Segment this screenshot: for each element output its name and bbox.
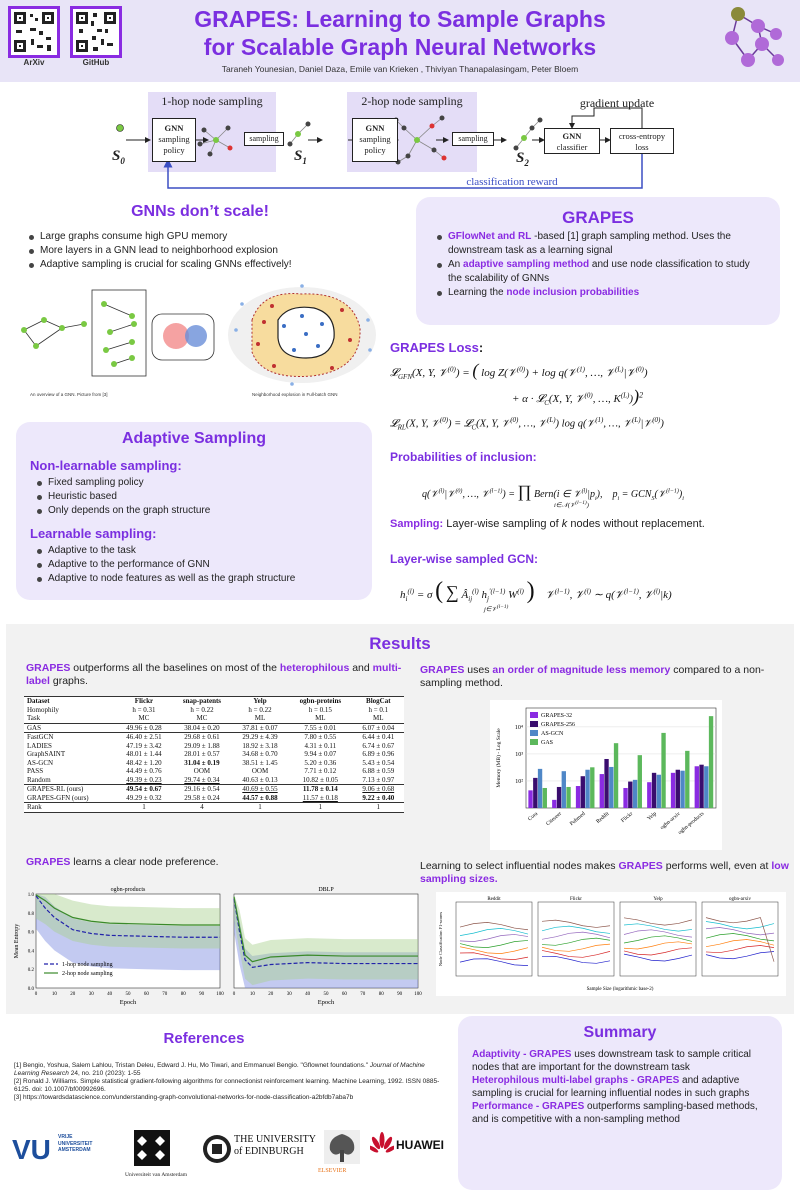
results-title: Results [369,634,431,653]
x-tick-label: ogbn-arxiv [659,810,682,832]
bar [628,782,632,808]
legend-swatch [530,721,538,727]
legend-swatch [530,712,538,718]
sum-subscript: j∈𝒱$^{(l-1)}$ [484,604,509,614]
results-text-3: GRAPES learns a clear node preference. [26,856,219,868]
table-header-row: Dataset Flickr snap-patents Yelp ogbn-proteins BlogCat [24,697,404,706]
summary-text [472,1048,772,1126]
sampling-text: Sampling: Layer-wise sampling of k nodes without replacement. [390,518,705,530]
grapes-bullet-2: An adaptive sampling method and use node classification to study the scalability of GNNs [434,258,766,286]
bar [704,766,708,808]
x-tick-label: Citeseer [545,810,563,828]
x-tick-label: 30 [88,992,94,997]
gnn-classifier-box: GNN classifier [544,128,600,154]
x-tick-label: 50 [125,992,131,997]
gfn-loss-equation: 𝓛$_{GFN}$(X, Y, 𝒱$^{(0)}$) = ( log Z(𝒱$^{(0)}$) + log q(𝒱$^{(1)}$, …, 𝒱$^{(L)}$|𝒱$^{(0)}$) [390,360,648,382]
rl-loss-equation: 𝓛$_{RL}$(X, Y, 𝒱$^{(0)}$) = 𝓛$_C$(X, Y, 𝒱$^{(0)}$, …, 𝒱$^{(L)}$) log q(𝒱$^{(1)}$, …, 𝒱$^{(L)}$|𝒱$^{(0)}$) [390,416,664,432]
neighborhood-explosion-caption: Neighborhood explosion in Full-batch GNN [252,392,338,397]
probabilities-title: Probabilities of inclusion: [390,450,537,464]
x-tick-label: 60 [341,992,347,997]
x-axis-label: Epoch [317,999,335,1006]
x-tick-label: 40 [107,992,113,997]
gnns-bullet: Large graphs consume high GPU memory [26,230,292,244]
bar [576,786,580,808]
table-row: FastGCN 46.40 ± 2.51 29.68 ± 0.61 29.29 ± 4.39 7.80 ± 0.55 6.44 ± 0.41 [27,733,395,741]
adaptive-title: Adaptive Sampling [121,430,267,447]
bar [557,787,561,808]
y-tick-label: 10² [515,778,523,785]
bar [543,788,547,808]
classification-reward-label: classification reward [466,176,558,188]
summary-point-3: Performance - GRAPES outperforms sampling-based methods, and is competitive with a non-sampling method [472,1101,758,1125]
summary-point-2: Heterophilous multi-label graphs - GRAPES and adaptive sampling is crucial for learning influential nodes in such graphs [472,1075,750,1099]
bar [600,774,604,808]
product-subscript: i∈𝒩(𝒱$^{(l-1)}$) [554,500,589,510]
table-row: Task MC MC ML ML ML [24,714,404,723]
s2-label: $S_2$ [516,150,529,168]
arxiv-label: ArXiv [23,58,45,67]
bar [699,765,703,808]
entropy-line-chart [12,882,422,1014]
bar [538,769,542,808]
plot-title: ogbn-arxiv [729,897,751,902]
legend-label: GAS [541,740,554,746]
bar [685,751,689,808]
plot-frame [702,902,778,976]
uva-logo-text: Universiteit van Amsterdam [124,1172,187,1178]
summary-panel [458,1016,782,1190]
x-tick-label: 40 [305,992,311,997]
learnable-item: Adaptive to the task [34,544,295,558]
x-tick-label: 100 [414,992,422,997]
github-qr-code[interactable] [70,6,122,58]
results-text-4: Learning to select influential nodes makes GRAPES performs well, even at low sampling sizes. [420,860,789,885]
bar [614,743,618,808]
x-tick-label: 90 [199,992,205,997]
gcn-equation: $h_i^{(l)} = \sigma$ ( ∑ $Â_{ij}^{(l)}$ $h_j^{'(l-1)}$ $W^{(l)}$ ) 𝒱$^{(l-1)}$, 𝒱$^{(l)}$ ∼ q(𝒱$^{(l-1)}$, 𝒱$^{(l)}$|k) [400,578,672,604]
bar [676,770,680,808]
x-tick-label: 10 [51,992,57,997]
gfn-loss-equation-line2: + α · 𝓛$_C$(X, Y, 𝒱$^{(0)}$, …, $K^{(L)}))^2$ [512,386,644,408]
legend-label: GRAPES-32 [541,713,573,719]
reference-1: [1] Bengio, Yoshua, Salem Lahlou, Tristan Deleu, Edward J. Hu, Mo Tiwari, and Emmanuel Bengio. "Gflownet foundations." Journal of Machine Learning Research 24, no. 210 (2023): 1-55 [14,1062,425,1077]
title-line-1: GRAPES: Learning to Sample Graphs [194,6,606,32]
x-tick-label: 50 [323,992,329,997]
table-row: Rank 1 4 1 1 1 [24,803,404,813]
bar [533,778,537,808]
learnable-heading: Learnable sampling: [30,526,157,541]
plot-frame [620,902,696,976]
legend-label: GRAPES-256 [541,722,576,728]
sampling-box-1: sampling [244,132,284,146]
y-tick-label: 10⁴ [514,724,523,731]
vu-logo-text: VRIJE UNIVERSITEIT AMSTERDAM [58,1134,93,1153]
hop1-label: 1-hop node sampling [161,94,263,108]
x-axis-label: Sample Size (logarithmic base-2) [586,987,654,992]
loss-title: GRAPES Loss: [390,340,484,355]
x-tick-label: 0 [34,992,38,997]
x-tick-label: Flickr [620,810,635,824]
table-row: AS-GCN 48.42 ± 1.20 31.04 ± 0.19 38.51 ± 1.45 5.20 ± 0.36 5.43 ± 0.54 [27,758,395,767]
s0-label: $S_0$ [112,148,125,166]
references-section [14,1030,444,1101]
table-row: LADIES 47.19 ± 3.42 29.09 ± 1.88 18.92 ± 3.18 4.31 ± 0.11 6.74 ± 0.67 [27,741,395,750]
gnn-sampling-policy-2: GNN sampling policy [352,118,398,162]
reference-2: [2] Ronald J. Williams. Simple statistical gradient-following algorithms for connectionist reinforcement learning. Machine Learning, 1992. ISSN 0885-6125. doi: 10.1007/bf00992696. [14,1078,440,1093]
sampling-box-2: sampling [452,132,494,146]
x-tick-label: 30 [286,992,292,997]
bar [566,787,570,808]
gnn-sampling-policy-1: GNN sampling policy [152,118,196,162]
elsevier-tree-icon [322,1128,362,1166]
grapes-loss-section [388,340,792,614]
x-tick-label: 90 [397,992,403,997]
x-tick-label: 20 [268,992,274,997]
learnable-item: Adaptive to the performance of GNN [34,558,295,572]
plot-title: ogbn-products [110,887,146,893]
bar [638,755,642,808]
gcn-title: Layer-wise sampled GCN: [390,552,539,566]
legend-label: 1-hop node sampling [62,962,113,968]
bar [585,770,589,808]
table-row: GRAPES-GFN (ours) 49.29 ± 0.32 29.58 ± 0.24 44.57 ± 0.88 11.57 ± 0.18 9.22 ± 0.40 [24,794,404,803]
neighborhood-explosion-figure [222,280,382,390]
x-axis-label: Epoch [119,999,137,1006]
x-tick-label: 0 [232,992,236,997]
poster-header [0,0,800,82]
gnns-bullet: More layers in a GNN lead to neighborhood explosion [26,244,292,258]
plot-title: Yelp [653,897,663,902]
title-line-2: for Scalable Graph Neural Networks [203,34,597,60]
x-tick-label: 10 [249,992,255,997]
bar [695,766,699,808]
x-tick-label: 70 [162,992,168,997]
legend-label: AS-GCN [541,731,564,737]
plot-title: Flickr [570,897,582,902]
x-tick-label: Pubmed [568,810,587,828]
bar [562,771,566,808]
y-axis-label: Mean Entropy [14,923,20,959]
logo-strip [12,1128,448,1188]
bar [647,782,651,808]
edinburgh-crest-icon [202,1132,232,1166]
legend-swatch [530,730,538,736]
grapes-title: GRAPES [562,208,634,227]
table-row: Random 49.39 ± 0.23 29.74 ± 0.34 40.63 ± 0.13 10.82 ± 0.05 7.13 ± 0.97 [24,776,404,785]
nonlearnable-item: Fixed sampling policy [34,476,210,490]
inclusion-probability-equation: q(𝒱$^{(l)}$|𝒱$^{(0)}$, …, 𝒱$^{(l-1)}$) = ∏ Bern(i ∈ $𝒱^{(l)}|p_i$), $p_i$ = $GCN_S(𝒱^{(l-1)})_i$ [422,482,684,502]
gnn-overview-caption: An overview of a GNN. Picture from [3] [30,392,108,397]
x-tick-label: ogbn-products [677,810,706,836]
edinburgh-logo-text: THE UNIVERSITY of EDINBURGH [234,1134,316,1157]
hop2-label: 2-hop node sampling [361,94,463,108]
x-tick-label: Yelp [646,810,658,823]
plot-title: DBLP [318,887,334,893]
memory-bar-chart [490,700,722,850]
results-text-1: GRAPES outperforms all the baselines on most of the heterophilous and multi-label graphs. [26,662,402,687]
gradient-update-label: gradient update [579,96,655,110]
pipeline-diagram [112,88,752,196]
table-row: GRAPES-RL (ours) 49.54 ± 0.67 29.16 ± 0.54 40.69 ± 0.55 11.78 ± 0.14 9.06 ± 0.68 [27,785,395,793]
arxiv-qr-code[interactable] [8,6,60,58]
bar [623,788,627,808]
elsevier-logo-text: ELSEVIER [318,1168,347,1174]
f1-score-line-chart [436,892,786,996]
grapes-bullet-1: GFlowNet and RL -based [1] graph sampling method. Uses the downstream task as a learning signal [434,230,766,258]
vu-logo: VU [12,1134,51,1165]
y-tick-label: 0.0 [27,987,34,992]
x-tick-label: 80 [378,992,384,997]
grapes-bullet-3: Learning the node inclusion probabilities [434,286,766,300]
summary-title: Summary [583,1024,657,1041]
results-table [24,696,404,813]
legend-swatch [530,739,538,745]
x-tick-label: 100 [216,992,224,997]
y-axis-label: Memory (MB) - Log Scale [496,728,502,788]
bar [680,771,684,808]
y-tick-label: 0.4 [27,949,34,955]
x-tick-label: Cora [527,810,540,823]
authors: Taraneh Younesian, Daniel Daza, Emile van Krieken , Thiviyan Thanapalasingam, Peter Bloem [221,64,579,74]
bar [581,776,585,808]
gnns-title: GNNs don’t scale! [131,203,269,220]
adaptive-sampling-panel [16,422,372,600]
bar [657,775,661,808]
uva-logo-icon [130,1128,174,1168]
legend-label: 2-hop node sampling [62,971,113,977]
references-title: References [163,1030,245,1047]
bar [609,767,613,808]
learnable-item: Adaptive to node features as well as the graph structure [34,572,295,586]
huawei-logo-icon [370,1132,394,1158]
bar [528,790,532,808]
poster-title [150,5,650,61]
bar [652,773,656,808]
reference-list [14,1062,444,1102]
y-tick-label: 0.8 [27,911,34,917]
reference-3: [3] https://towardsdatascience.com/understanding-graph-convolutional-networks-for-node-classification-a2bfdb7aba7b [14,1094,354,1101]
nonlearnable-item: Only depends on the graph structure [34,504,210,518]
gnns-section [0,200,400,410]
bar [633,780,637,808]
results-section [6,624,794,1014]
table-row: Homophily h = 0.31 h = 0.22 h = 0.22 h = 0.15 h = 0.1 [27,705,389,714]
y-tick-label: 0.6 [27,930,34,936]
summary-point-1: Adaptivity - GRAPES uses downstream task to sample critical nodes that are important for the downstream task [472,1049,751,1073]
cross-entropy-loss-box: cross-entropy loss [610,128,674,154]
y-tick-label: 1.0 [27,893,34,898]
bar [604,759,608,808]
x-tick-label: 60 [143,992,149,997]
bar [709,716,713,808]
grapes-panel [416,197,780,325]
nonlearnable-heading: Non-learnable sampling: [30,458,182,473]
bar [661,733,665,808]
plot-title: Reddit [487,897,501,902]
bar [552,800,556,808]
bar [671,773,675,808]
x-tick-label: Reddit [595,810,611,825]
x-tick-label: 80 [180,992,186,997]
graph-logo-icon [718,4,794,78]
github-label: GitHub [82,58,110,67]
nonlearnable-item: Heuristic based [34,490,210,504]
s1-label: $S_1$ [294,148,307,166]
gnns-bullet: Adaptive sampling is crucial for scaling GNNs effectively! [26,258,292,272]
huawei-logo-text: HUAWEI [396,1138,444,1152]
y-axis-label: Node Classification F1-scores [438,911,443,967]
bar [590,767,594,808]
x-tick-label: 20 [70,992,76,997]
results-text-2: GRAPES uses an order of magnitude less memory compared to a non-sampling method. [420,664,765,689]
table-row: GraphSAINT 48.01 ± 1.44 28.01 ± 0.57 34.68 ± 0.70 9.94 ± 0.07 6.89 ± 0.96 [27,750,395,758]
x-tick-label: 70 [360,992,366,997]
y-tick-label: 10³ [515,751,523,758]
table-row: GAS 49.96 ± 0.28 38.04 ± 0.20 37.81 ± 0.07 7.55 ± 0.01 6.07 ± 0.04 [24,723,404,733]
gnn-overview-figure [14,284,224,384]
y-tick-label: 0.2 [27,968,34,974]
table-row: PASS 44.49 ± 0.76 OOM OOM 7.71 ± 0.12 6.88 ± 0.59 [27,767,395,775]
